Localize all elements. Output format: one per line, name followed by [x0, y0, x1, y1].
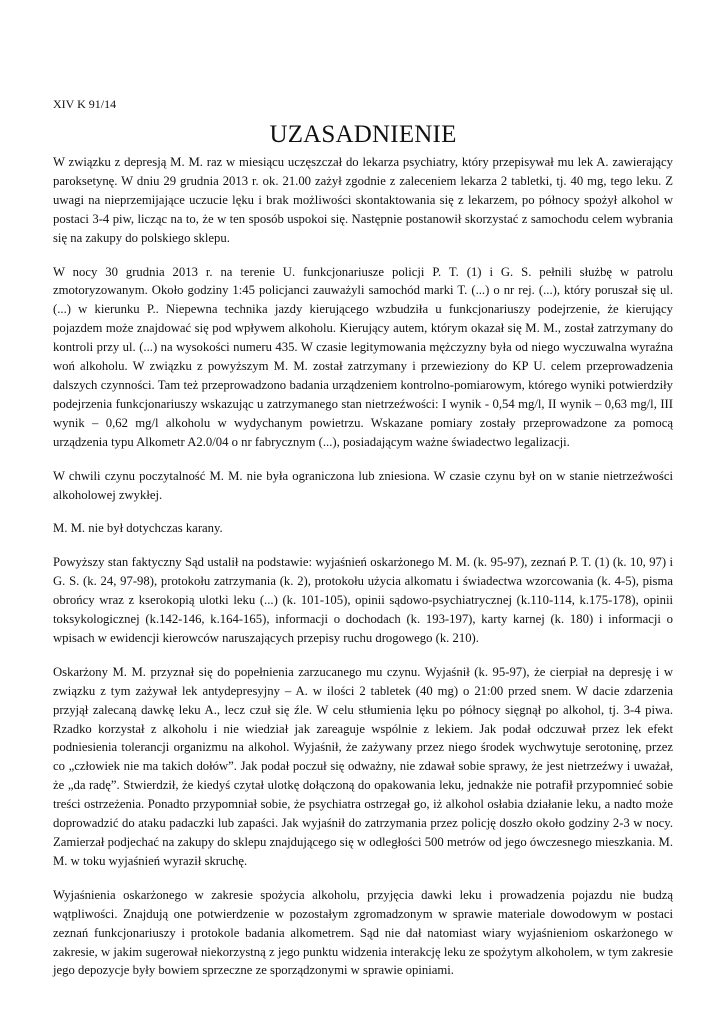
case-number: XIV K 91/14	[53, 97, 117, 111]
paragraph-6: Oskarżony M. M. przyznał się do popełnienia zarzucanego mu czynu. Wyjaśnił (k. 95-97), że cierpiał na depresję i w związku z tym zażywał lek antydepresyjny – A. w ilości 2 tabletek (40 mg) o 21:00 przed snem. W dacie zdarzenia przyjął zalecaną dawkę leku A., lecz czuł się źle. W celu stłumienia lęku po północy sięgnął po alkohol, tj. 3-4 piwa. Rzadko korzystał z alkoholu i nie wiedział jak zareaguje wspólnie z lekiem. Jak podał odczuwał przez lek efekt podniesienia tolerancji organizmu na alkohol. Wyjaśnił, że zażywany przez niego środek wychwytuje serotoninę, przez co „człowiek nie ma takich dołów”. Jak podał poczuł się odważny, nie zdawał sobie sprawy, że jest nietrzeźwy i uważał, że „da radę”. Stwierdził, że kiedyś czytał ulotkę dołączoną do opakowania leku, jednakże nie potrafił przypomnieć sobie treści ostrzeżenia. Ponadto przypomniał sobie, że psychiatra ostrzegał go, iż alkohol osłabia działanie leku, a nadto może doprowadzić do ataku padaczki lub zapaści. Jak wyjaśnił do zatrzymania przez policję doszło około godziny 2-3 w nocy. Zamierzał podjechać na zakupy do sklepu znajdującego się w odległości 500 metrów od jego ówczesnego mieszkania. M. M. w toku wyjaśnień wyraził skruchę.	[53, 664, 673, 868]
document-page	[53, 96, 673, 995]
paragraph-7: Wyjaśnienia oskarżonego w zakresie spożycia alkoholu, przyjęcia dawki leku i prowadzenia pojazdu nie budzą wątpliwości. Znajdują one potwierdzenie w pozostałym zgromadzonym w sprawie materiale dowodowym w postaci zeznań funkcjonariuszy i protokole badania alkometrem. Sąd nie dał natomiast wiary wyjaśnieniom oskarżonego w zakresie, w jakim sugerował niekorzystną z jego punktu widzenia interakcję leku ze spożytym alkoholem, w tym zakresie jego depozycje były bowiem sprzeczne ze sporządzonymi w sprawie opiniami.	[53, 887, 673, 978]
paragraph-3: W chwili czynu poczytalność M. M. nie była ograniczona lub zniesiona. W czasie czynu był on w stanie nietrzeźwości alkoholowej zwykłej.	[53, 468, 673, 502]
paragraph-1: W związku z depresją M. M. raz w miesiącu uczęszczał do lekarza psychiatry, który przepisywał mu lek A. zawierający paroksetynę. W dniu 29 grudnia 2013 r. ok. 21.00 zażył zgodnie z zaleceniem lekarza 2 tabletki, tj. 40 mg, tego leku. Z uwagi na nieprzemijające uczucie lęku i brak możliwości skontaktowania się z lekarzem, po północy spożył alkohol w postaci 3-4 piw, licząc na to, że w ten sposób uspokoi się. Następnie postanowił skorzystać z samochodu celem wybrania się na zakupy do polskiego sklepu.	[53, 155, 673, 245]
paragraph-4: M. M. nie był dotychczas karany.	[53, 521, 223, 536]
paragraph-5: Powyższy stan faktyczny Sąd ustalił na podstawie: wyjaśnień oskarżonego M. M. (k. 95-97), zeznań P. T. (1) (k. 10, 97) i G. S. (k. 24, 97-98), protokołu zatrzymania (k. 2), protokołu użycia alkomatu i świadectwa wzorcowania (k. 4-5), pisma obrońcy wraz z kserokopią ulotki leku (...) (k. 101-105), opinii sądowo-psychiatrycznej (k.110-114, k.175-178), opinii toksykologicznej (k.142-146, k.164-165), informacji o dochodach (k. 193-197), karty karnej (k. 180) i informacji o wpisach w ewidencji kierowców naruszających przepisy ruchu drogowego (k. 210).	[53, 555, 673, 645]
paragraph-2: W nocy 30 grudnia 2013 r. na terenie U. funkcjonariusze policji P. T. (1) i G. S. pełnili służbę w patrolu zmotoryzowanym. Około godziny 1:45 policjanci zauważyli samochód marki T. (...) o nr rej. (...), który poruszał się ul. (...) w kierunku P.. Niepewna technika jazdy kierującego wzbudziła u funkcjonariuszy podejrzenie, że kierujący pojazdem może znajdować się pod wpływem alkoholu. Kierujący autem, którym okazał się M. M., został zatrzymany do kontroli przy ul. (...) na wysokości numeru 435. W czasie legitymowania mężczyzny była od niego wyczuwalna wyraźna woń alkoholu. W związku z powyższym M. M. został zatrzymany i przewieziony do KP U. celem przeprowadzenia dalszych czynności. Tam też przeprowadzono badania urządzeniem kontrolno-pomiarowym, którego wyniki potwierdziły podejrzenia funkcjonariuszy wskazując u zatrzymanego stan nietrzeźwości: I wynik - 0,54 mg/l, II wynik – 0,63 mg/l, III wynik – 0,62 mg/l alkoholu w wydychanym powietrzu. Wskazane pomiary zostały przeprowadzone za pomocą urządzenia typu Alkometr A2.0/04 o nr fabrycznym (...), posiadającym ważne świadectwo legalizacji.	[53, 264, 673, 449]
document-title: UZASADNIENIE	[269, 121, 457, 148]
